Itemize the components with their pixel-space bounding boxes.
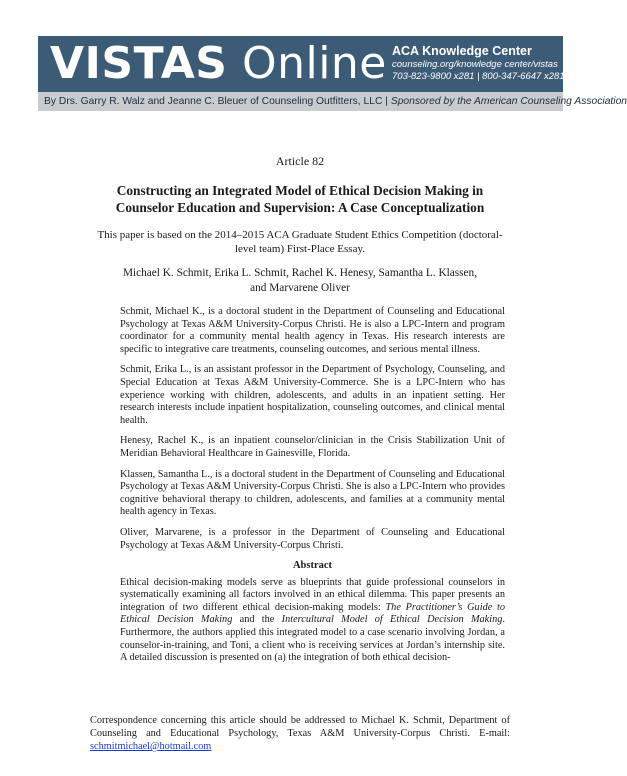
vistas-banner	[38, 36, 563, 92]
authors-line-1: Michael K. Schmit, Erika L. Schmit, Rachel K. Henesy, Samantha L. Klassen,	[122, 267, 478, 279]
knowledge-center-url: counseling.org/knowledge center/vistas	[392, 59, 558, 70]
correspondence-note	[90, 714, 510, 753]
vistas-logo: VISTAS Online	[50, 38, 387, 89]
authors-line-2: and Marvarene Oliver	[250, 282, 350, 294]
abstract-section	[120, 560, 505, 665]
knowledge-center-phone: 703-823-9800 x281 | 800-347-6647 x281	[392, 71, 565, 82]
bio-paragraph: Oliver, Marvarene, is a professor in the Department of Counseling and Educational Psychology at Texas A&M University-Corpus Christi.	[120, 526, 505, 551]
abstract-text: Ethical decision-making models serve as blueprints that guide professional counselors in systematically examining all factors involved in an ethical dilemma. This paper presents an integration of two different ethical decision-making models: The Practitioner’s Guide to Ethical Decision Making and the Intercultural Model of Ethical Decision Making. Furthermore, the authors applied this integrated model to a case scenario involving Jordan, a counselor-in-training, and Toni, a client who is receiving services at Jordan’s internship site. A detailed discussion is presented on (a) the integration of both ethical decision-	[120, 576, 505, 664]
model-title-2: Intercultural Model of Ethical Decision Making	[281, 614, 503, 626]
bio-paragraph: Schmit, Michael K., is a doctoral student in the Department of Counseling and Educational Psychology at Texas A&M University-Corpus Christi. He is also a LPC-Intern and program coordinator for a community mental health agency in Texas. His research interests are specific to integrative care treatments, counseling outcomes, and serious mental illness.	[120, 306, 505, 355]
author-list	[100, 266, 500, 296]
correspondence-text: Correspondence concerning this article should be addressed to Michael K. Schmit, Department of Counseling and Educational Psychology, Texas A&M University-Corpus Christi. E-mail:	[90, 715, 510, 739]
byline: By Drs. Garry R. Walz and Jeanne C. Bleuer of Counseling Outfitters, LLC	[44, 96, 383, 107]
article-title: Constructing an Integrated Model of Ethical Decision Making in Counselor Education and Supervision: A Case Conceptualization	[115, 183, 485, 215]
knowledge-center-title: ACA Knowledge Center	[392, 44, 532, 58]
email-link[interactable]: schmitmichael@hotmail.com	[90, 741, 212, 752]
author-bios	[120, 306, 505, 665]
article-number: Article 82	[275, 154, 325, 168]
bio-paragraph: Schmit, Erika L., is an assistant professor in the Department of Psychology, Counseling, and Special Education at Texas A&M University-Commerce. She is a LPC-Intern who has experience working with children, adolescents, and adults in an inpatient setting. Her research interests include inpatient hospitalization, counseling outcomes, and clinical mental health.	[120, 364, 505, 426]
bio-paragraph: Klassen, Samantha L., is a doctoral student in the Department of Counseling and Educational Psychology at Texas A&M University-Corpus Christi. She is also a LPC-Intern who provides cognitive behavioral therapy to children, adolescents, and families at a community mental health agency in Texas.	[120, 468, 505, 518]
bio-paragraph: Henesy, Rachel K., is an inpatient counselor/clinician in the Crisis Stabilization Unit of Meridian Behavioral Healthcare in Gainesville, Florida.	[120, 435, 505, 459]
abstract-heading: Abstract	[292, 560, 333, 572]
model-title-1: The Practitioner’s Guide to Ethical Decision Making	[120, 601, 505, 626]
competition-note: This paper is based on the 2014–2015 ACA Graduate Student Ethics Competition (doctoral-level team) First-Place Essay.	[97, 229, 503, 255]
sponsor-line: Sponsored by the American Counseling Association	[390, 96, 627, 107]
byline-bar: By Drs. Garry R. Walz and Jeanne C. Bleuer of Counseling Outfitters, LLC | Sponsored by the American Counseling Association	[38, 92, 563, 111]
knowledge-center-info	[392, 44, 565, 83]
